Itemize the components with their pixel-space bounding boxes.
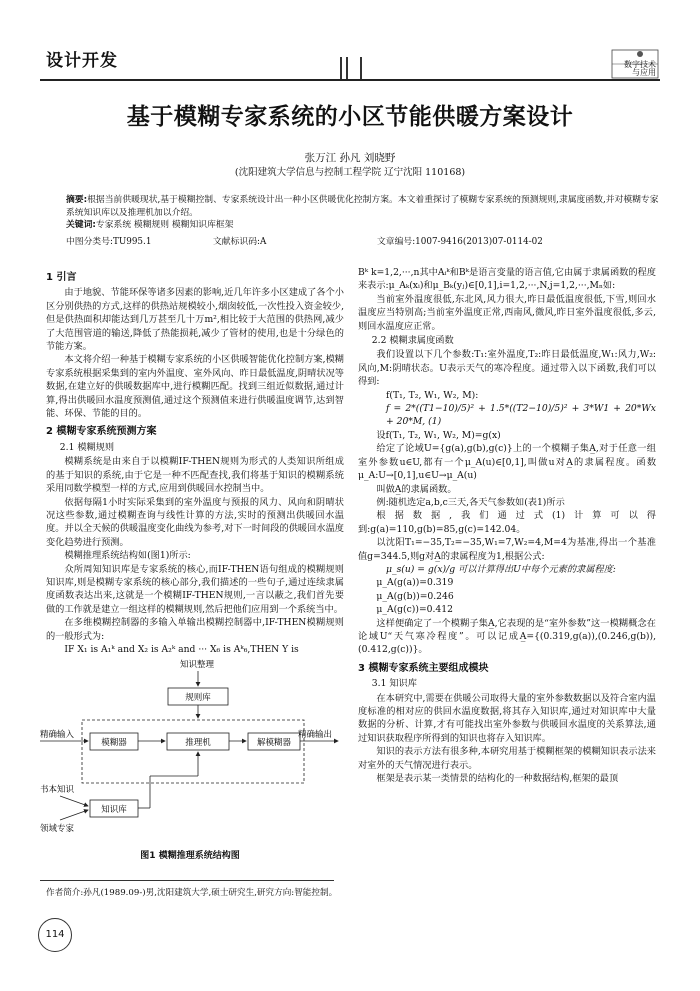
keywords-label: 关键词: xyxy=(66,220,96,230)
arrow xyxy=(60,796,88,806)
paragraph: 模糊推理系统结构如(图1)所示: xyxy=(64,550,191,562)
header-decoration-bars xyxy=(338,57,368,79)
section-heading-1: 1 引言 xyxy=(46,272,77,283)
logo-bottom-text: 与应用 xyxy=(632,68,656,77)
paragraph: 知识的表示方法有很多种,本研究用基于模糊框架的模糊知识表示法来对室外的天气情况进行表示。 xyxy=(358,746,656,771)
defuzzifier-label: 解模糊器 xyxy=(256,738,292,748)
clc-number: 中图分类号:TU995.1 xyxy=(66,237,152,247)
abstract-label: 摘要: xyxy=(66,195,88,205)
section-header: 设计开发 xyxy=(46,51,118,71)
page-number-badge xyxy=(38,918,72,952)
paragraph: 当前室外温度很低,东北风,风力很大,昨日最低温度很低,下雪,则回水温度应当特别高;当前室外温度正常,西南风,微风,昨日室外温度很低,多云,则回水温度应正常。 xyxy=(358,293,656,332)
system-boundary xyxy=(82,720,304,783)
membership-value: μ_A(g(b))=0.246 xyxy=(376,590,454,602)
figure-caption: 图1 模糊推理系统结构图 xyxy=(140,851,240,861)
right-column xyxy=(358,266,656,785)
paragraph: Bᵏ k=1,2,···,n其中Aᵢᵏ和Bᵏ是语言变量的语言值,它由属于隶属函数的程度来表示:μ_Aₖ(xᵢ)和μ_Bₖ(yⱼ)∈[0,1],i=1,2,···,N,j=1,2,···,Mₙ如: xyxy=(358,267,656,292)
knowledge-base-label: 知识库 xyxy=(101,805,127,815)
membership-value: μ_A(g(c))=0.412 xyxy=(376,604,453,616)
membership-value: μ_A(g(a))=0.319 xyxy=(376,577,454,589)
logo-top-text: 数字技术 xyxy=(624,60,656,69)
fuzzifier-label: 模糊器 xyxy=(101,738,127,748)
abstract-text: 根据当前供暖现状,基于模糊控制、专家系统设计出一种小区供暖优化控制方案。本文着重探讨了模糊专家系统的预测规则,隶属度函数,并对模糊专家系统知识库以及推理机加以介绍。 xyxy=(66,195,659,218)
abstract xyxy=(66,194,666,232)
formula-1: f = 2*((T1−10)/5)² + 1.5*((T2−10)/5)² + 3*W1 + 20*Wx + 20*M, (1) xyxy=(386,403,656,428)
paragraph: 在多维模糊控制器的多输入单输出模糊控制器中,IF-THEN模糊规则的一般形式为: xyxy=(46,617,344,642)
paragraph: 这样便确定了一个模糊子集A̲,它表现的是“室外参数”这一模糊概念在论域U“天气寒冷程度”。可以记成A̲={(0.319,g(a)),(0.246,g(b)),(0.412,g(c))}。 xyxy=(358,617,656,656)
paragraph: 根据数据,我们通过式(1)计算可以得到:g(a)=110,g(b)=85,g(c)=142.04。 xyxy=(358,510,656,535)
figure-1-diagram xyxy=(40,658,340,836)
label-domain-expert: 领域专家 xyxy=(40,824,75,834)
paragraph: 模糊系统是由来自于以模糊IF-THEN规则为形式的人类知识所组成的基于知识的系统,由于它是一种不匹配查找,我们将基于知识的模糊系统采用同数学模型一样的方式,应用到供暖回水控制当中。 xyxy=(46,456,344,495)
subsection-heading-2-2: 2.2 模糊隶属度函数 xyxy=(371,335,454,347)
label-knowledge-organize: 知识整理 xyxy=(180,660,215,670)
document-code: 文献标识码:A xyxy=(213,237,267,247)
journal-logo xyxy=(600,48,660,80)
header-rule xyxy=(40,79,660,81)
paragraph: 例:随机选定a,b,c三天,各天气参数如(表1)所示 xyxy=(376,496,565,508)
page-number: 114 xyxy=(45,929,65,940)
paragraph: 众所周知知识库是专家系统的核心,而IF-THEN语句组成的模糊规则知识库,则是模糊专家系统的核心部分,我们描述的一些句子,通过连续隶属度函数表达出来,这就是一个模糊IF-THEN规则,一言以蔽之,我们首先要做的工作就是建立一组这样的模糊规则,然后把他们应用到一个系统当中。 xyxy=(46,563,344,615)
keywords: 专家系统 模糊规则 模糊知识库框架 xyxy=(95,220,234,230)
paragraph: 给定了论域U={g(a),g(b),g(c)}上的一个模糊子集A̲,对于任意一组室外参数u∈U,都有一个μ_A(u)∈[0,1],叫做u对A̲的隶属程度。函数μ_A:U→[0,1],u∈U→μ_A(u) xyxy=(358,443,656,482)
paragraph: 以沈阳T₁=−35,T₂=−35,W₁=7,W₂=4,M=4为基准,得出一个基准值g=344.5,则g对A̲的隶属程度为1,根据公式: xyxy=(358,537,656,562)
paragraph: IF X₁ is A₁ᵏ and X₂ is A₂ᵏ and ··· X₆ is Aᵏ₆,THEN Y is xyxy=(64,643,299,655)
subsection-heading-3-1: 3.1 知识库 xyxy=(371,678,417,690)
authors: 张万江 孙凡 刘晓野 xyxy=(304,152,396,164)
subsection-heading-2-1: 2.1 模糊规则 xyxy=(59,441,115,453)
label-crisp-output: 精确输出 xyxy=(298,730,333,740)
paragraph: 我们设置以下几个参数:T₁:室外温度,T₂:昨日最低温度,W₁:风力,W₂:风向,M:阴晴状态。U表示天气的寒冷程度。通过带入以下函数,我们可以得到: xyxy=(358,349,656,388)
paragraph: 叫做A̲的隶属函数。 xyxy=(376,483,457,495)
label-book-knowledge: 书本知识 xyxy=(40,785,75,795)
section-heading-2: 2 模糊专家系统预测方案 xyxy=(46,426,157,438)
arrow xyxy=(60,810,88,820)
section-heading-3: 3 模糊专家系统主要组成模块 xyxy=(358,662,489,674)
footnote-rule xyxy=(40,880,334,881)
paragraph: 框架是表示某一类情景的结构化的一种数据结构,框架的最顶 xyxy=(376,773,619,785)
article-number: 文章编号:1007-9416(2013)07-0114-02 xyxy=(377,237,543,247)
paragraph: 依据每隔1小时实际采集到的室外温度与预报的风力、风向和阴晴状况这些参数,通过模糊查询与线性计算的方法,实时的预测出供暖回水温度。并以全天候的供暖温度变化曲线为参考,对下一时间段的供暖回水温度变化趋势进行预测。 xyxy=(46,496,344,548)
membership-formula: μ_s(u) = g(x)/g 可以计算得出U中每个元素的隶属程度: xyxy=(386,563,616,575)
label-crisp-input: 精确输入 xyxy=(40,730,75,740)
affiliation: (沈阳建筑大学信息与控制工程学院 辽宁沈阳 110168) xyxy=(234,167,466,178)
left-column xyxy=(46,266,344,656)
paper-title: 基于模糊专家系统的小区节能供暖方案设计 xyxy=(126,104,574,130)
paragraph: 在本研究中,需要在供暖公司取得大量的室外参数数据以及符合室内温度标准的相对应的供回水温度数据,将其存入知识库,通过对知识库中大量数据的分析、计算,才有可能找出室外参数与供暖回水温度的关系算法,通过知识获取程序所得到的知识也将存入知识库。 xyxy=(358,692,656,744)
inference-engine-label: 推理机 xyxy=(185,738,211,748)
paragraph: 本文将介绍一种基于模糊专家系统的小区供暖智能优化控制方案,模糊专家系统根据采集到的室内外温度、室外风向、昨日最低温度,阴晴状况等数据,在建立好的供暖数据库中,进行模糊匹配。找到三组近似数据,通过计算,得出供暖回水温度预测值,通过这个预测值来进行供暖温度调节,达到智能、环保、节能的目的。 xyxy=(46,354,344,420)
formula-line: f(T₁, T₂, W₁, W₂, M): xyxy=(386,389,479,401)
formula-line: 设f(T₁, T₂, W₁, W₂, M)=g(x) xyxy=(376,429,501,441)
author-footnote: 作者简介:孙凡(1989.09-)男,沈阳建筑大学,硕士研究生,研究方向:智能控制。 xyxy=(46,888,338,898)
paragraph: 由于地貌、节能环保等诸多因素的影响,近几年许多小区建成了各个小区分别供热的方式,这样的供热站规模较小,烟囱较低,一次性投入资金较少,但是供热面积却能达到几万甚至几十万m²,相比较于大范围的供热网,减少了大范围管道的输送,降低了热能损耗,减少了管材的使用,也是十分绿色的节能方案。 xyxy=(46,287,344,353)
rule-base-label: 规则库 xyxy=(185,693,211,703)
